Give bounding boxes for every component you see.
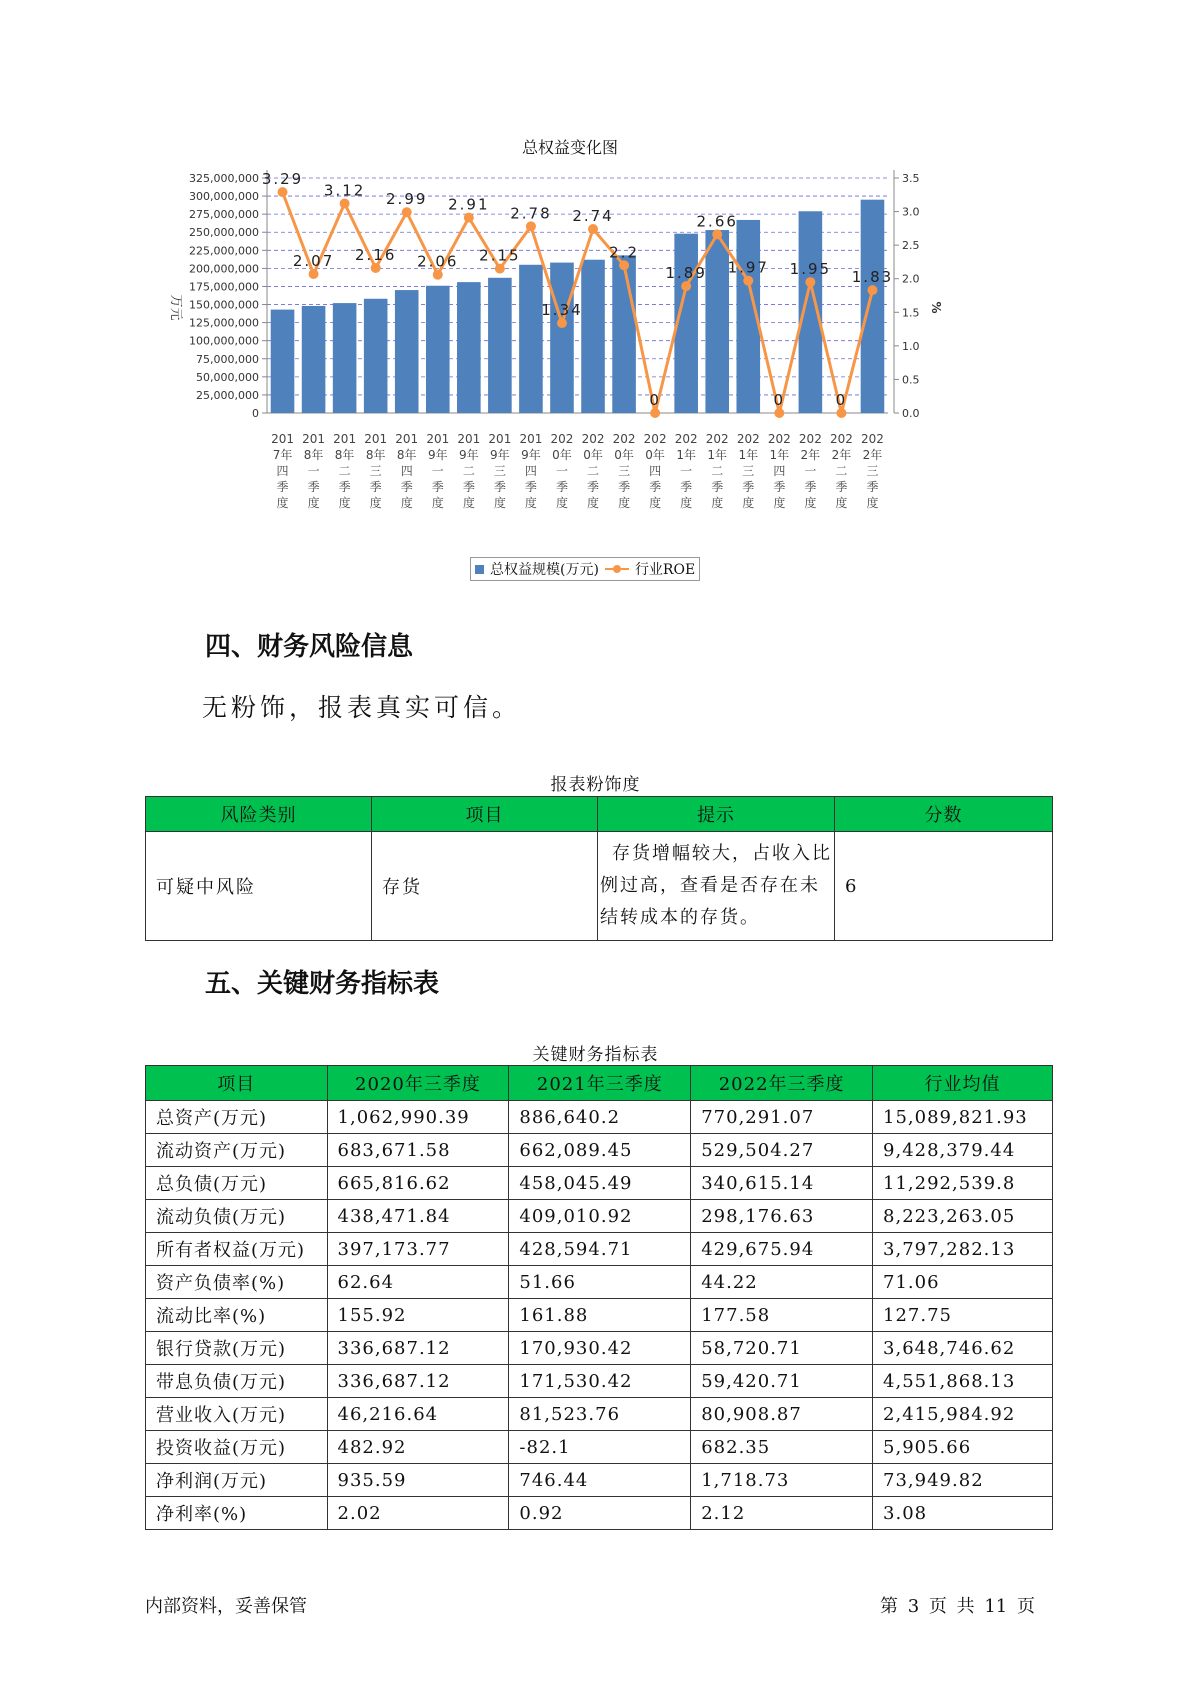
kfi-cell: 529,504.27 bbox=[691, 1134, 873, 1167]
y-tick-label: 325,000,000 bbox=[189, 172, 259, 185]
kfi-cell: 1,718.73 bbox=[691, 1464, 873, 1497]
kfi-cell: 336,687.12 bbox=[327, 1332, 509, 1365]
y-tick-label: 300,000,000 bbox=[189, 190, 259, 204]
y2-tick-label: 1.0 bbox=[902, 339, 920, 353]
kfi-row-label: 总资产(万元) bbox=[146, 1101, 328, 1134]
roe-point bbox=[309, 269, 319, 279]
kfi-cell: 2.02 bbox=[327, 1497, 509, 1530]
kfi-cell: 298,176.63 bbox=[691, 1200, 873, 1233]
roe-data-label: 2.99 bbox=[386, 190, 428, 209]
kfi-row-label: 营业收入(万元) bbox=[146, 1398, 328, 1431]
bar bbox=[861, 200, 885, 413]
roe-point bbox=[867, 285, 877, 295]
roe-data-label: 2.74 bbox=[572, 207, 614, 226]
risk-header-item: 项目 bbox=[371, 797, 597, 832]
table-row bbox=[146, 1332, 1053, 1365]
y-axis-title: 万元 bbox=[168, 294, 183, 321]
kfi-cell: 2,415,984.92 bbox=[873, 1398, 1053, 1431]
roe-data-label: 3.12 bbox=[323, 181, 366, 200]
x-tick-label: 202 2年二季度 bbox=[829, 432, 853, 510]
roe-data-label: 2.15 bbox=[479, 246, 521, 265]
kfi-cell: 51.66 bbox=[509, 1266, 691, 1299]
kfi-cell: 8,223,263.05 bbox=[873, 1200, 1053, 1233]
kfi-cell: 161.88 bbox=[509, 1299, 691, 1332]
kfi-cell: 171,530.42 bbox=[509, 1365, 691, 1398]
risk-header-tip: 提示 bbox=[597, 797, 834, 832]
y-tick-label: 175,000,000 bbox=[189, 280, 259, 294]
y2-tick-label: 1.5 bbox=[902, 306, 920, 320]
kfi-cell: 3.08 bbox=[873, 1497, 1053, 1530]
kfi-cell: 0.92 bbox=[509, 1497, 691, 1530]
kfi-cell: 4,551,868.13 bbox=[873, 1365, 1053, 1398]
bar bbox=[302, 306, 326, 413]
roe-data-label: 2.66 bbox=[696, 212, 738, 231]
risk-tip-line: 例过高，查看是否存在未 bbox=[599, 875, 820, 896]
kfi-cell: 177.58 bbox=[691, 1299, 873, 1332]
roe-data-label: 1.34 bbox=[541, 301, 583, 320]
kfi-cell: 9,428,379.44 bbox=[873, 1134, 1053, 1167]
kfi-cell: -82.1 bbox=[509, 1431, 691, 1464]
y2-tick-label: 0.5 bbox=[902, 373, 920, 387]
kfi-cell: 15,089,821.93 bbox=[873, 1101, 1053, 1134]
risk-tip-line: 结转成本的存货。 bbox=[599, 907, 760, 928]
kfi-row-label: 净利润(万元) bbox=[146, 1464, 328, 1497]
x-tick-label: 202 0年三季度 bbox=[612, 432, 636, 510]
kfi-cell: 428,594.71 bbox=[509, 1233, 691, 1266]
footer-page-number: 第 3 页 共 11 页 bbox=[880, 1596, 1035, 1617]
risk-tip bbox=[597, 832, 834, 941]
kfi-cell: 340,615.14 bbox=[691, 1167, 873, 1200]
kfi-cell: 336,687.12 bbox=[327, 1365, 509, 1398]
table-row bbox=[146, 1200, 1053, 1233]
x-tick-label: 201 7年四季度 bbox=[271, 432, 294, 510]
kfi-cell: 458,045.49 bbox=[509, 1167, 691, 1200]
legend-line-label: 行业ROE bbox=[634, 562, 696, 578]
x-tick-label: 201 8年四季度 bbox=[395, 432, 419, 510]
bar bbox=[519, 265, 543, 413]
kfi-row-label: 总负债(万元) bbox=[146, 1167, 328, 1200]
roe-data-label: 2.07 bbox=[292, 252, 335, 271]
table-row bbox=[146, 1134, 1053, 1167]
y-tick-label: 50,000,000 bbox=[196, 370, 259, 384]
kfi-cell: 81,523.76 bbox=[509, 1398, 691, 1431]
kfi-cell: 73,949.82 bbox=[873, 1464, 1053, 1497]
kfi-cell: 429,675.94 bbox=[691, 1233, 873, 1266]
kfi-cell: 682.35 bbox=[691, 1431, 873, 1464]
x-tick-label: 202 1年二季度 bbox=[705, 432, 729, 510]
bar bbox=[488, 278, 512, 413]
bar bbox=[426, 286, 450, 413]
table-row bbox=[146, 1365, 1053, 1398]
y2-tick-label: 2.5 bbox=[902, 239, 920, 253]
x-tick-label: 201 9年三季度 bbox=[488, 432, 512, 510]
y2-tick-label: 3.5 bbox=[902, 172, 920, 185]
kfi-cell: 11,292,539.8 bbox=[873, 1167, 1053, 1200]
kfi-cell: 409,010.92 bbox=[509, 1200, 691, 1233]
kfi-cell: 770,291.07 bbox=[691, 1101, 873, 1134]
risk-score: 6 bbox=[834, 832, 1052, 941]
risk-item: 存货 bbox=[371, 832, 597, 941]
bar bbox=[333, 303, 357, 413]
footer-confidential: 内部资料，妥善保管 bbox=[145, 1596, 307, 1617]
bar bbox=[550, 263, 574, 413]
chart-title: 总权益变化图 bbox=[521, 138, 618, 157]
y2-axis-title: % bbox=[929, 301, 943, 314]
section4-heading: 四、财务风险信息 bbox=[205, 632, 414, 662]
kfi-header-item: 项目 bbox=[146, 1066, 328, 1101]
roe-point bbox=[371, 263, 381, 273]
kfi-cell: 746.44 bbox=[509, 1464, 691, 1497]
x-tick-label: 202 0年四季度 bbox=[643, 432, 667, 510]
roe-point bbox=[712, 229, 722, 239]
kfi-table-header bbox=[146, 1066, 1053, 1101]
kfi-row-label: 流动资产(万元) bbox=[146, 1134, 328, 1167]
kfi-cell: 683,671.58 bbox=[327, 1134, 509, 1167]
roe-data-label: 1.89 bbox=[665, 264, 707, 283]
roe-data-label: 0 bbox=[835, 391, 848, 409]
kfi-row-label: 资产负债率(%) bbox=[146, 1266, 328, 1299]
bar bbox=[612, 255, 636, 413]
roe-data-label: 2.06 bbox=[417, 252, 459, 271]
kfi-cell: 155.92 bbox=[327, 1299, 509, 1332]
kfi-header-2022q3: 2022年三季度 bbox=[691, 1066, 873, 1101]
roe-point bbox=[464, 213, 474, 223]
kfi-cell: 886,640.2 bbox=[509, 1101, 691, 1134]
kfi-row-label: 流动负债(万元) bbox=[146, 1200, 328, 1233]
table-row bbox=[146, 1266, 1053, 1299]
equity-chart bbox=[160, 135, 980, 595]
x-tick-label: 201 8年一季度 bbox=[302, 432, 326, 510]
x-tick-label: 202 1年一季度 bbox=[674, 432, 698, 510]
kfi-cell: 665,816.62 bbox=[327, 1167, 509, 1200]
roe-data-label: 1.97 bbox=[727, 258, 769, 277]
risk-tip-line: 存货增幅较大，占收入比 bbox=[611, 843, 832, 864]
legend-line-swatch bbox=[605, 565, 629, 573]
y-tick-label: 150,000,000 bbox=[189, 298, 259, 312]
kfi-cell: 127.75 bbox=[873, 1299, 1053, 1332]
risk-table-row bbox=[146, 832, 1053, 941]
roe-point bbox=[557, 318, 567, 328]
kfi-cell: 662,089.45 bbox=[509, 1134, 691, 1167]
kfi-cell: 80,908.87 bbox=[691, 1398, 873, 1431]
risk-table-caption: 报表粉饰度 bbox=[550, 775, 641, 795]
y2-tick-label: 3.0 bbox=[902, 205, 920, 219]
table-row bbox=[146, 1464, 1053, 1497]
x-tick-label: 202 2年三季度 bbox=[861, 432, 884, 510]
x-tick-label: 201 8年三季度 bbox=[364, 432, 388, 510]
section5-heading: 五、关键财务指标表 bbox=[205, 969, 440, 999]
table-row bbox=[146, 1299, 1053, 1332]
bar bbox=[364, 299, 388, 413]
kfi-cell: 44.22 bbox=[691, 1266, 873, 1299]
kfi-cell: 3,797,282.13 bbox=[873, 1233, 1053, 1266]
x-tick-label: 201 8年二季度 bbox=[333, 432, 357, 510]
legend-bar-label: 总权益规模(万元) bbox=[490, 562, 599, 578]
kfi-row-label: 净利率(%) bbox=[146, 1497, 328, 1530]
bar bbox=[581, 260, 605, 413]
roe-data-label: 1.83 bbox=[851, 268, 894, 287]
y-tick-label: 250,000,000 bbox=[189, 226, 259, 240]
table-row bbox=[146, 1233, 1053, 1266]
x-tick-label: 202 1年三季度 bbox=[736, 432, 760, 510]
roe-data-label: 2.78 bbox=[510, 204, 552, 223]
kfi-table-caption: 关键财务指标表 bbox=[532, 1045, 659, 1065]
kfi-table bbox=[145, 1065, 1053, 1530]
roe-point bbox=[619, 260, 629, 270]
table-row bbox=[146, 1167, 1053, 1200]
roe-point bbox=[495, 264, 505, 274]
risk-header-category: 风险类别 bbox=[146, 797, 372, 832]
roe-point bbox=[433, 270, 443, 280]
table-row bbox=[146, 1101, 1053, 1134]
y-tick-label: 25,000,000 bbox=[196, 388, 259, 402]
kfi-cell: 397,173.77 bbox=[327, 1233, 509, 1266]
y-tick-label: 0 bbox=[252, 407, 259, 420]
risk-table bbox=[145, 796, 1053, 941]
chart-svg bbox=[160, 135, 980, 555]
kfi-header-industry-avg: 行业均值 bbox=[873, 1066, 1053, 1101]
kfi-row-label: 带息负债(万元) bbox=[146, 1365, 328, 1398]
roe-point bbox=[836, 408, 846, 418]
roe-point bbox=[681, 281, 691, 291]
kfi-cell: 46,216.64 bbox=[327, 1398, 509, 1431]
kfi-cell: 935.59 bbox=[327, 1464, 509, 1497]
table-row bbox=[146, 1431, 1053, 1464]
roe-data-label: 3.29 bbox=[261, 170, 304, 189]
roe-point bbox=[743, 276, 753, 286]
chart-legend bbox=[470, 557, 700, 581]
kfi-cell: 62.64 bbox=[327, 1266, 509, 1299]
roe-data-label: 2.91 bbox=[448, 195, 490, 214]
roe-point bbox=[526, 221, 536, 231]
roe-data-label: 1.95 bbox=[789, 260, 832, 279]
y-tick-label: 200,000,000 bbox=[189, 262, 259, 276]
y-tick-label: 225,000,000 bbox=[189, 244, 259, 258]
y-tick-label: 100,000,000 bbox=[189, 334, 259, 348]
y-tick-label: 125,000,000 bbox=[189, 316, 259, 330]
kfi-cell: 59,420.71 bbox=[691, 1365, 873, 1398]
y-tick-label: 75,000,000 bbox=[196, 352, 259, 366]
kfi-cell: 71.06 bbox=[873, 1266, 1053, 1299]
kfi-cell: 5,905.66 bbox=[873, 1431, 1053, 1464]
legend-bar-swatch bbox=[475, 565, 484, 574]
bar bbox=[457, 282, 481, 413]
kfi-row-label: 投资收益(万元) bbox=[146, 1431, 328, 1464]
x-tick-label: 202 0年二季度 bbox=[581, 432, 605, 510]
risk-header-score: 分数 bbox=[834, 797, 1052, 832]
x-tick-label: 202 0年一季度 bbox=[550, 432, 574, 510]
roe-point bbox=[278, 187, 288, 197]
x-tick-label: 201 9年四季度 bbox=[519, 432, 543, 510]
kfi-row-label: 所有者权益(万元) bbox=[146, 1233, 328, 1266]
x-tick-label: 201 9年一季度 bbox=[426, 432, 450, 510]
kfi-cell: 482.92 bbox=[327, 1431, 509, 1464]
kfi-row-label: 流动比率(%) bbox=[146, 1299, 328, 1332]
x-tick-label: 202 2年一季度 bbox=[798, 432, 822, 510]
roe-data-label: 0 bbox=[649, 391, 661, 409]
risk-table-header bbox=[146, 797, 1053, 832]
kfi-cell: 438,471.84 bbox=[327, 1200, 509, 1233]
bar bbox=[395, 290, 419, 413]
table-row bbox=[146, 1497, 1053, 1530]
kfi-header-2020q3: 2020年三季度 bbox=[327, 1066, 509, 1101]
roe-data-label: 2.16 bbox=[354, 245, 397, 264]
roe-point bbox=[402, 207, 412, 217]
y-tick-label: 275,000,000 bbox=[189, 208, 259, 222]
roe-data-label: 2.2 bbox=[609, 243, 640, 262]
x-tick-label: 202 1年四季度 bbox=[767, 432, 791, 510]
roe-point bbox=[340, 199, 350, 209]
risk-category: 可疑中风险 bbox=[146, 832, 372, 941]
table-row bbox=[146, 1398, 1053, 1431]
roe-point bbox=[650, 408, 660, 418]
bar bbox=[271, 310, 295, 413]
kfi-header-2021q3: 2021年三季度 bbox=[509, 1066, 691, 1101]
roe-point bbox=[805, 277, 815, 287]
roe-data-label: 0 bbox=[773, 391, 786, 409]
roe-point bbox=[588, 224, 598, 234]
kfi-cell: 58,720.71 bbox=[691, 1332, 873, 1365]
kfi-cell: 3,648,746.62 bbox=[873, 1332, 1053, 1365]
y2-tick-label: 2.0 bbox=[902, 272, 920, 286]
kfi-cell: 170,930.42 bbox=[509, 1332, 691, 1365]
roe-point bbox=[774, 408, 784, 418]
bar bbox=[705, 230, 729, 413]
kfi-cell: 1,062,990.39 bbox=[327, 1101, 509, 1134]
x-tick-label: 201 9年二季度 bbox=[457, 432, 481, 510]
kfi-row-label: 银行贷款(万元) bbox=[146, 1332, 328, 1365]
section4-text: 无粉饰，报表真实可信。 bbox=[202, 693, 522, 722]
kfi-cell: 2.12 bbox=[691, 1497, 873, 1530]
y2-tick-label: 0.0 bbox=[902, 407, 920, 420]
